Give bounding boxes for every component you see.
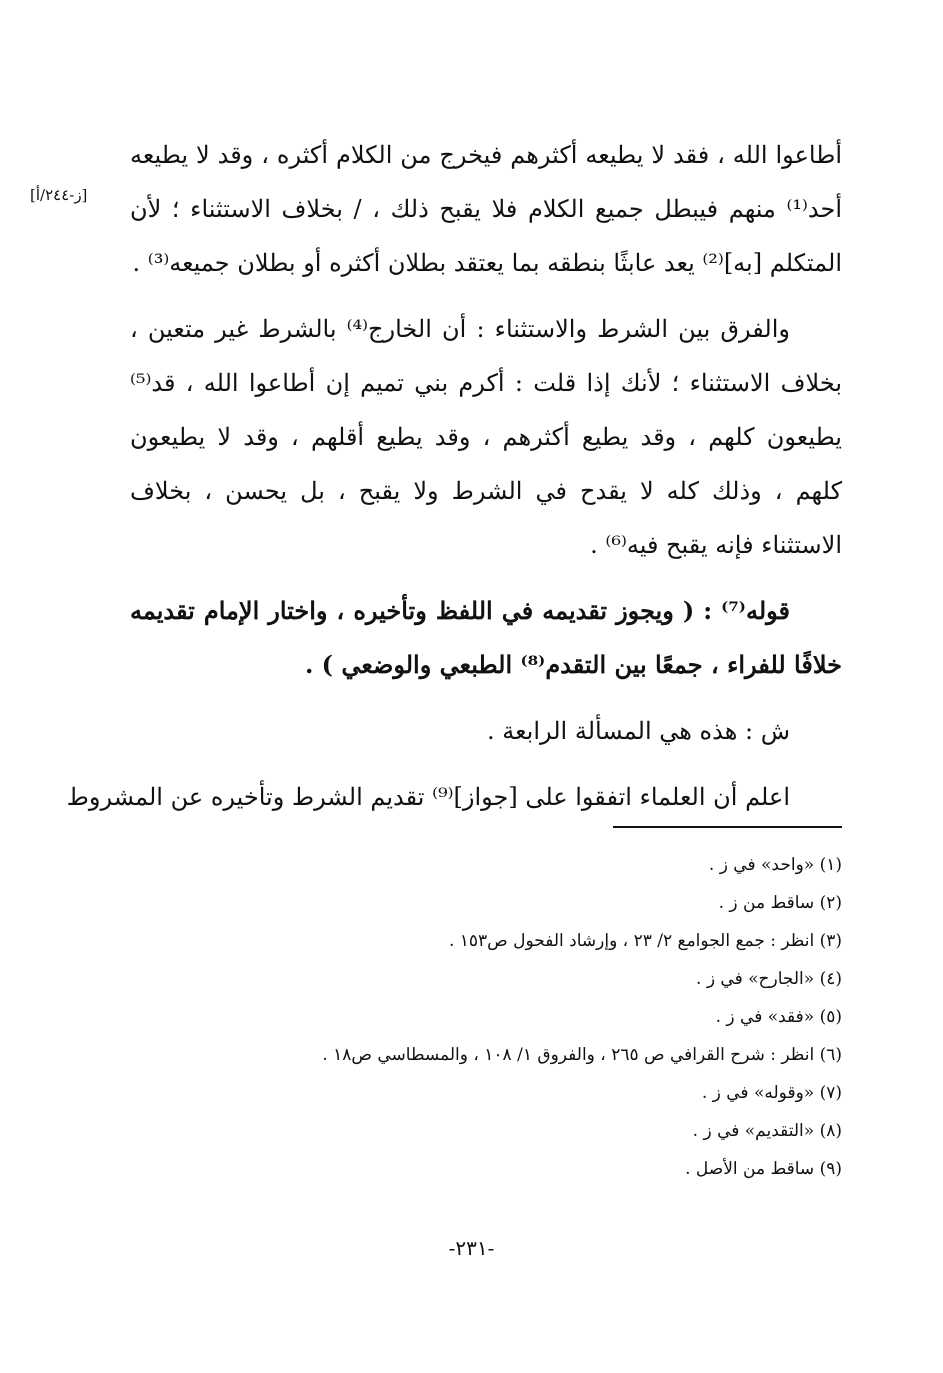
footnotes	[220, 846, 842, 1188]
footnote: (٤) «الجارح» في ز .	[696, 969, 842, 989]
text-line: كلهم ، وذلك كله لا يقدح في الشرط ولا يقبح ، بل يحسن ، بخلاف	[130, 477, 842, 505]
footnote: (٩) ساقط من الأصل .	[685, 1159, 842, 1179]
footnote: (٨) «التقديم» في ز .	[692, 1121, 842, 1141]
text-line: بخلاف الاستثناء ؛ لأنك إذا قلت : أكرم بني تميم إن أطاعوا الله ، قد⁽⁵⁾	[130, 369, 842, 397]
text-line: قوله⁽⁷⁾ : ( ويجوز تقديمه في اللفظ وتأخيره ، واختار الإمام تقديمه	[130, 596, 790, 625]
footnote: (٥) «فقد» في ز .	[715, 1007, 842, 1027]
paragraph-3-quoted-text	[130, 584, 842, 692]
text-line: أحد⁽¹⁾ منهم فيبطل جميع الكلام فلا يقبح ذلك ، / بخلاف الاستثناء ؛ لأن	[130, 195, 843, 223]
footnote-separator	[613, 826, 842, 828]
footnote: (٧) «وقوله» في ز .	[701, 1083, 842, 1103]
text-line: أطاعوا الله ، فقد لا يطيعه أكثرهم فيخرج من الكلام أكثره ، وقد لا يطيعه	[130, 141, 842, 169]
footnote: (٢) ساقط من ز .	[718, 893, 842, 913]
text-line: الاستثناء فإنه يقبح فيه⁽⁶⁾ .	[590, 531, 842, 559]
text-line: يطيعون كلهم ، وقد يطيع أكثرهم ، وقد يطيع أقلهم ، وقد لا يطيعون	[130, 423, 842, 451]
text-line: خلافًا للفراء ، جمعًا بين التقدم⁽⁸⁾ الطبعي والوضعي ) .	[304, 650, 842, 679]
footnote: (١) «واحد» في ز .	[708, 855, 842, 875]
main-text	[66, 128, 843, 824]
paragraph-1	[130, 128, 842, 290]
footnote: (٦) انظر : شرح القرافي ص ٢٦٥ ، والفروق ١/ ١٠٨ ، والمسطاسي ص١٨ .	[322, 1045, 842, 1065]
page-number: -٢٣١-	[448, 1236, 495, 1260]
text-line: المتكلم [به]⁽²⁾ يعد عابثًا بنطقه بما يعتقد بطلان أكثره أو بطلان جميعه⁽³⁾ .	[132, 249, 842, 277]
paragraph-5: اعلم أن العلماء اتفقوا على [جواز]⁽⁹⁾ تقديم الشرط وتأخيره عن المشروط	[66, 783, 790, 811]
paragraph-4: ش : هذه هي المسألة الرابعة .	[486, 717, 790, 745]
paragraph-2	[130, 302, 842, 572]
text-line: والفرق بين الشرط والاستثناء : أن الخارج⁽⁴⁾ بالشرط غير متعين ،	[130, 315, 790, 343]
manuscript-folio-note: [ز-٢٤٤/أ]	[30, 186, 88, 204]
footnote: (٣) انظر : جمع الجوامع ٢/ ٢٣ ، وإرشاد الفحول ص١٥٣ .	[448, 931, 842, 951]
